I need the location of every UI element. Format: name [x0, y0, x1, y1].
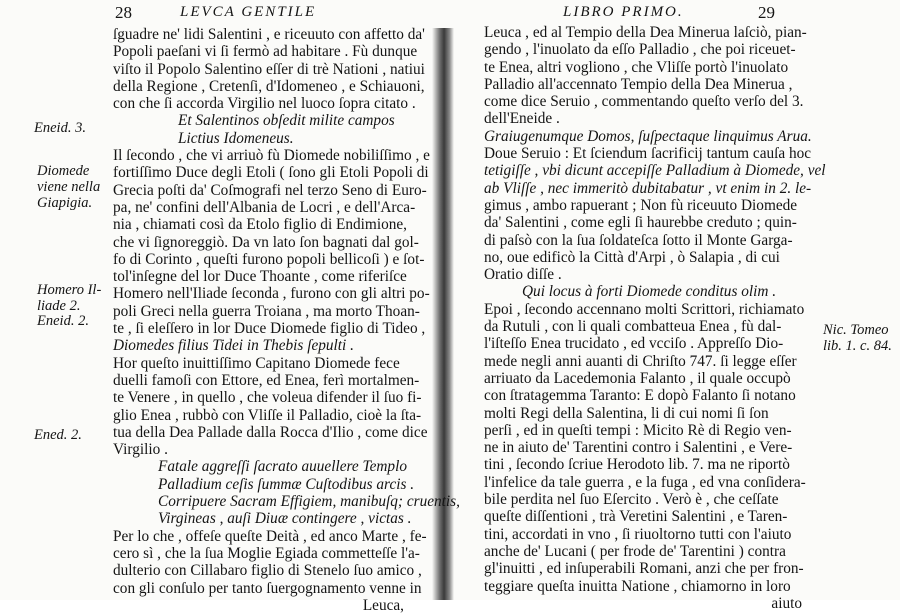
running-head-left: LEVCA GENTILE	[180, 4, 317, 20]
text-line: glio Enea , rubbò con Vliſſe il Palladio, cioè la ſta-	[113, 406, 422, 424]
text-line: pa, ne' confini dell'Albania de Locri , e dell'Arca-	[113, 198, 416, 216]
text-line: bile perdita nel ſuo Eſercito . Verò è , che ceſſate	[484, 491, 779, 509]
text-line: da Rutuli , con li quali combatteua Enea , fù dal-	[484, 318, 782, 336]
text-line: Virgineas , auſi Diuæ contingere , victas .	[158, 510, 412, 528]
text-line: che vi ſignoreggiò. Da vn lato ſon bagnati dal gol-	[113, 233, 419, 251]
text-line: dulterio con Cillabaro figlio di Stenelo ſuo amico ,	[113, 562, 422, 580]
text-line: poli Greci nella guerra Troiana , ma morto Thoan-	[113, 302, 420, 320]
text-line: tua della Dea Pallade dalla Rocca d'Ilio , come dice	[113, 423, 428, 441]
text-line: tol'inſegne del lor Duce Thoante , come riferiſce	[113, 268, 407, 286]
text-line: l'iſteſſo Enea trucidato , ed vcciſo . Appreſſo Dio-	[484, 335, 784, 353]
text-line: mede negli anni auanti di Chriſto 747. ſi legge eſſer	[484, 352, 797, 370]
book-gutter	[432, 28, 454, 600]
page-number-right: 29	[758, 3, 775, 22]
text-line: te , ſi eleſſero in lor Duce Diomede figlio di Tideo ,	[113, 320, 426, 338]
text-line: Palladio all'accennato Tempio della Dea Minerua ,	[484, 75, 793, 93]
text-line: Graiugenumque Domos, ſuſpectaque linquimus Arua.	[484, 127, 812, 145]
text-line: Qui locus à forti Diomede conditus olim .	[522, 283, 777, 301]
text-line: Lictius Idomeneus.	[178, 129, 294, 147]
text-line: come dice Seruio , commentando queſto verſo del 3.	[484, 93, 804, 111]
text-line: viſto il Popolo Salentino eſſer di trè Nationi , natiui	[113, 60, 425, 78]
text-line: aiuto	[771, 594, 802, 612]
margin-note: Homero Il-liade 2.	[37, 282, 102, 314]
page-number-left: 28	[115, 3, 132, 22]
text-line: teggiare queſta inuitta Natione , chiamorno in loro	[484, 577, 791, 595]
text-line: gl'inuitti , ed inſuperabili Romani, anzi che per fron-	[484, 560, 804, 578]
text-line: Doue Seruio : Et ſciendum ſacrificij tantum cauſa hoc	[484, 145, 812, 163]
text-line: da' Salentini , come egli ſi haurebbe creduto ; quin-	[484, 214, 797, 232]
text-line: no, oue edificò la Città d'Arpi , ò Salapia , di cui	[484, 248, 780, 266]
text-line: Hor queſto inuittiſſimo Capitano Diomede fece	[113, 354, 400, 372]
text-line: Per lo che , offeſe queſte Deità , ed anco Marte , fe-	[113, 527, 427, 545]
text-line: Homero nell'Iliade ſeconda , furono con gli altri po-	[113, 285, 430, 303]
text-line: dell'Eneide .	[484, 110, 560, 128]
text-line: con ſtratagemma Taranto: E dopò Falanto ſi notano	[484, 387, 796, 405]
text-line: fortiſſimo Duce degli Etoli ( ſono gli Etoli Popoli di	[113, 164, 429, 182]
text-line: con gli conſulo per tanto ſuergognamento venne in	[113, 579, 422, 597]
text-line: arriuato da Lacedemonia Falanto , il quale occupò	[484, 369, 791, 387]
running-head-right: LIBRO PRIMO.	[563, 4, 684, 20]
text-line: Diomedes filius Tidei in Thebis ſepulti .	[113, 337, 354, 355]
text-line: l'infelice da tale guerra , e la fuga , ed vna conſidera-	[484, 473, 806, 491]
text-line: molti Regi della Salentina, li di cui nomi ſi ſon	[484, 404, 769, 422]
text-line: fo di Corinto , queſti furono popoli bellicoſi ) e ſot-	[113, 250, 425, 268]
text-line: nia , chiamati così da Etolo figlio di Endimione,	[113, 216, 407, 234]
text-line: di paſsò con la ſua ſoldateſca ſotto il Monte Garga-	[484, 231, 793, 249]
text-line: Virgilio .	[113, 441, 168, 459]
text-line: ne in aiuto de' Tarentini contro i Salentini , e Vere-	[484, 439, 793, 457]
text-line: Corripuere Sacram Effigiem, manibuſq; cruentis,	[158, 493, 460, 511]
text-line: Leuca,	[362, 596, 404, 614]
text-line: tini, accordati in vno , ſi riuoltorno tutti con l'aiuto	[484, 525, 792, 543]
text-line: te Enea, altri vogliono , che Vliſſe portò l'inuolato	[484, 58, 789, 76]
margin-note: Ened. 2.	[34, 427, 82, 443]
text-line: Leuca , ed al Tempio della Dea Minerua laſciò, pian-	[484, 24, 807, 41]
margin-note: Nic. Tomeo lib. 1. c. 84.	[823, 322, 892, 354]
text-line: ſguadre ne' lidi Salentini , e riceuuto con affetto da'	[113, 26, 425, 43]
text-line: gendo , l'inuolato da eſſo Palladio , che poi riceuet-	[484, 41, 796, 59]
text-line: Oratio diſſe .	[484, 266, 562, 284]
text-line: Grecia poſti da' Coſmografi nel terzo Seno di Euro-	[113, 181, 427, 199]
text-line: ab Vliſſe , nec immeritò dubitabatur , vt enim in 2. le-	[484, 179, 812, 197]
right-page	[458, 0, 900, 612]
text-line: Il ſecondo , che vi arriuò fù Diomede nobiliſſimo , e	[113, 147, 430, 165]
text-line: duelli famoſi con Ettore, ed Enea, ferì mortalmen-	[113, 371, 420, 389]
left-page-text	[113, 26, 460, 614]
margin-note: Eneid. 2.	[37, 313, 89, 329]
text-line: della Regione , Cretenſi, d'Idomeneo , e Schiauoni,	[113, 77, 425, 95]
text-line: Palladium ceſis ſummæ Cuſtodibus arcis .	[158, 475, 415, 493]
text-line: Epoi , ſecondo accennano molti Scrittori, richiamato	[484, 300, 805, 318]
text-line: perſi , ed in queſti tempi : Micito Rè di Regio ven-	[484, 421, 792, 439]
text-line: cero sì , che la ſua Moglie Egiada commetteſſe l'a-	[113, 544, 420, 562]
text-line: Popoli paeſani vi ſi fermò ad habitare . Fù dunque	[113, 43, 418, 61]
margin-note: Eneid. 3.	[34, 120, 86, 136]
text-line: queſte diſſentioni , trà Veretini Salentini , e Taren-	[484, 508, 788, 526]
text-line: gimus , ambo rapuerant ; Non fù riceuuto Diomede	[484, 196, 798, 214]
text-line: con che ſi accorda Virgilio nel luoco ſopra citato .	[113, 95, 416, 113]
margin-note: Diomede viene nella Giapigia.	[37, 163, 101, 211]
text-line: te Venere , in quello , che voleua difender il ſuo fi-	[113, 389, 422, 407]
right-page-text	[484, 24, 826, 612]
text-line: Et Salentinos obſedit milite campos	[178, 112, 395, 130]
text-line: tini , ſecondo ſcriue Herodoto lib. 7. ma ne riportò	[484, 456, 790, 474]
text-line: anche de' Lucani ( per frode de' Tarentini ) contra	[484, 542, 786, 560]
text-line: Fatale aggreſſi ſacrato auuellere Templo	[158, 458, 407, 476]
text-line: tetigiſſe , vbi dicunt accepiſſe Palladium à Diomede, vel	[484, 162, 826, 180]
